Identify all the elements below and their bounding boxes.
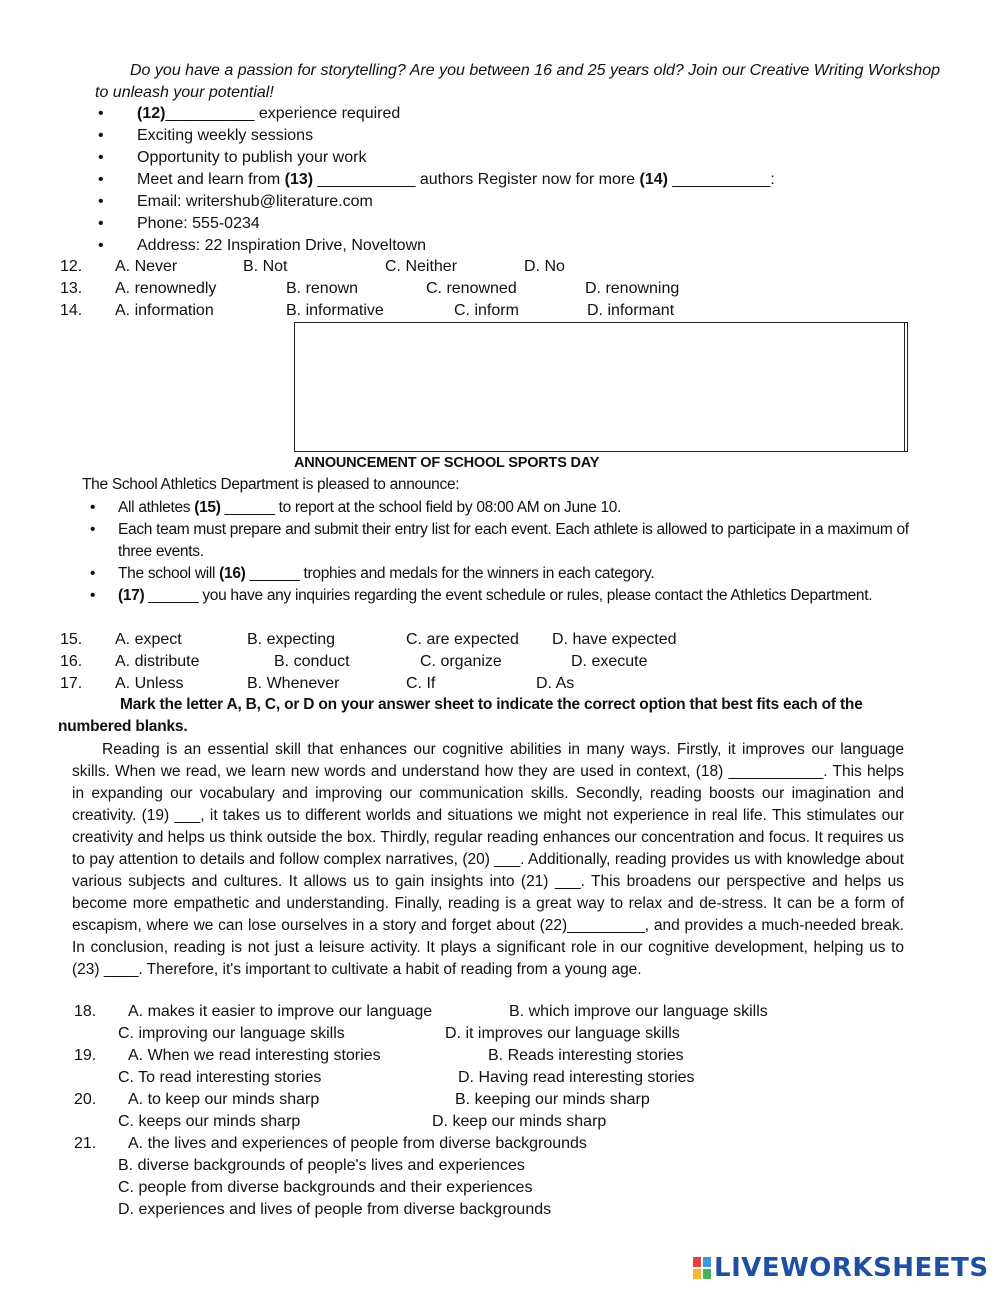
- option-a[interactable]: A. information: [115, 302, 214, 319]
- workshop-bullet-list: [90, 103, 775, 257]
- question-number: 20.: [74, 1091, 97, 1108]
- announcement-title: ANNOUNCEMENT OF SCHOOL SPORTS DAY: [294, 455, 600, 471]
- list-item: • The school will (16) ______ trophies and medals for the winners in each category.: [90, 563, 920, 585]
- option-b[interactable]: B. keeping our minds sharp: [455, 1091, 650, 1108]
- list-item: • Phone: 555-0234: [90, 213, 775, 235]
- question-number: 21.: [74, 1135, 97, 1152]
- option-c[interactable]: C. To read interesting stories: [118, 1069, 322, 1086]
- logo-text: LIVEWORKSHEETS: [714, 1253, 989, 1283]
- option-c[interactable]: C. improving our language skills: [118, 1025, 345, 1042]
- option-b[interactable]: B. expecting: [247, 631, 336, 648]
- option-a[interactable]: A. renownedly: [115, 280, 217, 297]
- option-b[interactable]: B. which improve our language skills: [509, 1003, 768, 1020]
- option-a[interactable]: A. to keep our minds sharp: [128, 1091, 320, 1108]
- option-c[interactable]: C. Neither: [385, 258, 458, 275]
- option-a[interactable]: A. makes it easier to improve our language: [128, 1003, 433, 1020]
- announcement-intro: The School Athletics Department is pleased to announce:: [82, 476, 460, 493]
- option-a[interactable]: A. the lives and experiences of people from diverse backgrounds: [128, 1135, 587, 1152]
- question-number: 16.: [60, 653, 83, 670]
- workshop-intro: Do you have a passion for storytelling? Are you between 16 and 25 years old? Join our Creative Writing Workshop to unleash your potential!: [95, 62, 940, 101]
- option-d[interactable]: D. No: [524, 258, 565, 275]
- option-a[interactable]: A. Unless: [115, 675, 184, 692]
- option-b[interactable]: B. conduct: [274, 653, 350, 670]
- passage-text: Reading is an essential skill that enhances our cognitive abilities in many ways. Firstly, it improves our language skills. When we read, we learn new words and understand how they are used in context, (18) ___________. This helps in expanding our vocabulary and improving our communication skills. Secondly, reading boosts our imagination and creativity. (19) ___, it takes us to different worlds and situations we might not experience in real life. This stimulates our creativity and helps us think outside the box. Thirdly, regular reading enhances our concentration and focus. It requires us to pay attention to details and follow complex narratives, (20) ___. Additionally, reading provides us with knowledge about various subjects and cultures. It allows us to gain insights into (21) ___. This broadens our perspective and helps us become more empathetic and understanding. Finally, reading is a great way to relax and de-stress. It can be a form of escapism, where we can lose ourselves in a story and forget about (22)_________, and provides a much-needed break. In conclusion, reading is not just a leisure activity. It plays a significant role in our cognitive development, helping us to (23) ____. Therefore, it's important to cultivate a habit of reading from a young age.: [72, 741, 904, 978]
- option-c[interactable]: C. people from diverse backgrounds and their experiences: [118, 1179, 533, 1196]
- list-item: • All athletes (15) ______ to report at the school field by 08:00 AM on June 10.: [90, 497, 920, 519]
- question-number: 19.: [74, 1047, 97, 1064]
- question-number: 17.: [60, 675, 83, 692]
- question-number: 14.: [60, 302, 83, 319]
- option-c[interactable]: C. renowned: [426, 280, 517, 297]
- option-b[interactable]: B. renown: [286, 280, 359, 297]
- option-d[interactable]: D. renowning: [585, 280, 680, 297]
- announcement-list: [90, 497, 920, 607]
- list-item: • Address: 22 Inspiration Drive, Noveltown: [90, 235, 775, 257]
- question-number: 18.: [74, 1003, 97, 1020]
- question-number: 15.: [60, 631, 83, 648]
- reading-passage: [72, 739, 904, 981]
- option-a[interactable]: A. Never: [115, 258, 178, 275]
- list-item: • Exciting weekly sessions: [90, 125, 775, 147]
- question-number: 12.: [60, 258, 83, 275]
- list-item: • Meet and learn from (13) ___________ authors Register now for more (14) ___________:: [90, 169, 775, 191]
- list-item: • (12)__________ experience required: [90, 103, 775, 125]
- list-item: • (17) ______ you have any inquiries regarding the event schedule or rules, please contact the Athletics Department.: [90, 585, 920, 607]
- list-item: • Opportunity to publish your work: [90, 147, 775, 169]
- option-d[interactable]: D. As: [536, 675, 575, 692]
- option-d[interactable]: D. Having read interesting stories: [458, 1069, 695, 1086]
- option-c[interactable]: C. If: [406, 675, 436, 692]
- image-frame: [294, 322, 908, 452]
- option-c[interactable]: C. keeps our minds sharp: [118, 1113, 301, 1130]
- option-b[interactable]: B. informative: [286, 302, 384, 319]
- option-d[interactable]: D. keep our minds sharp: [432, 1113, 607, 1130]
- option-d[interactable]: D. it improves our language skills: [445, 1025, 680, 1042]
- option-c[interactable]: C. organize: [420, 653, 502, 670]
- option-d[interactable]: D. have expected: [552, 631, 677, 648]
- option-c[interactable]: C. inform: [454, 302, 519, 319]
- option-a[interactable]: A. expect: [115, 631, 182, 648]
- option-c[interactable]: C. are expected: [406, 631, 519, 648]
- liveworksheets-logo: [693, 1253, 989, 1283]
- option-b[interactable]: B. Reads interesting stories: [488, 1047, 684, 1064]
- question-number: 13.: [60, 280, 83, 297]
- list-item: • Email: writershub@literature.com: [90, 191, 775, 213]
- option-b[interactable]: B. Whenever: [247, 675, 340, 692]
- section-instruction: Mark the letter A, B, C, or D on your answer sheet to indicate the correct option that best fits each of the numbered blanks.: [58, 696, 863, 735]
- option-a[interactable]: A. When we read interesting stories: [128, 1047, 381, 1064]
- option-a[interactable]: A. distribute: [115, 653, 200, 670]
- option-d[interactable]: D. experiences and lives of people from diverse backgrounds: [118, 1201, 552, 1218]
- list-item: • Each team must prepare and submit their entry list for each event. Each athlete is allowed to participate in a maximum of three events.: [90, 519, 920, 563]
- logo-blocks-icon: [693, 1257, 711, 1279]
- option-d[interactable]: D. execute: [571, 653, 648, 670]
- option-d[interactable]: D. informant: [587, 302, 675, 319]
- option-b[interactable]: B. diverse backgrounds of people's lives and experiences: [118, 1157, 525, 1174]
- option-b[interactable]: B. Not: [243, 258, 288, 275]
